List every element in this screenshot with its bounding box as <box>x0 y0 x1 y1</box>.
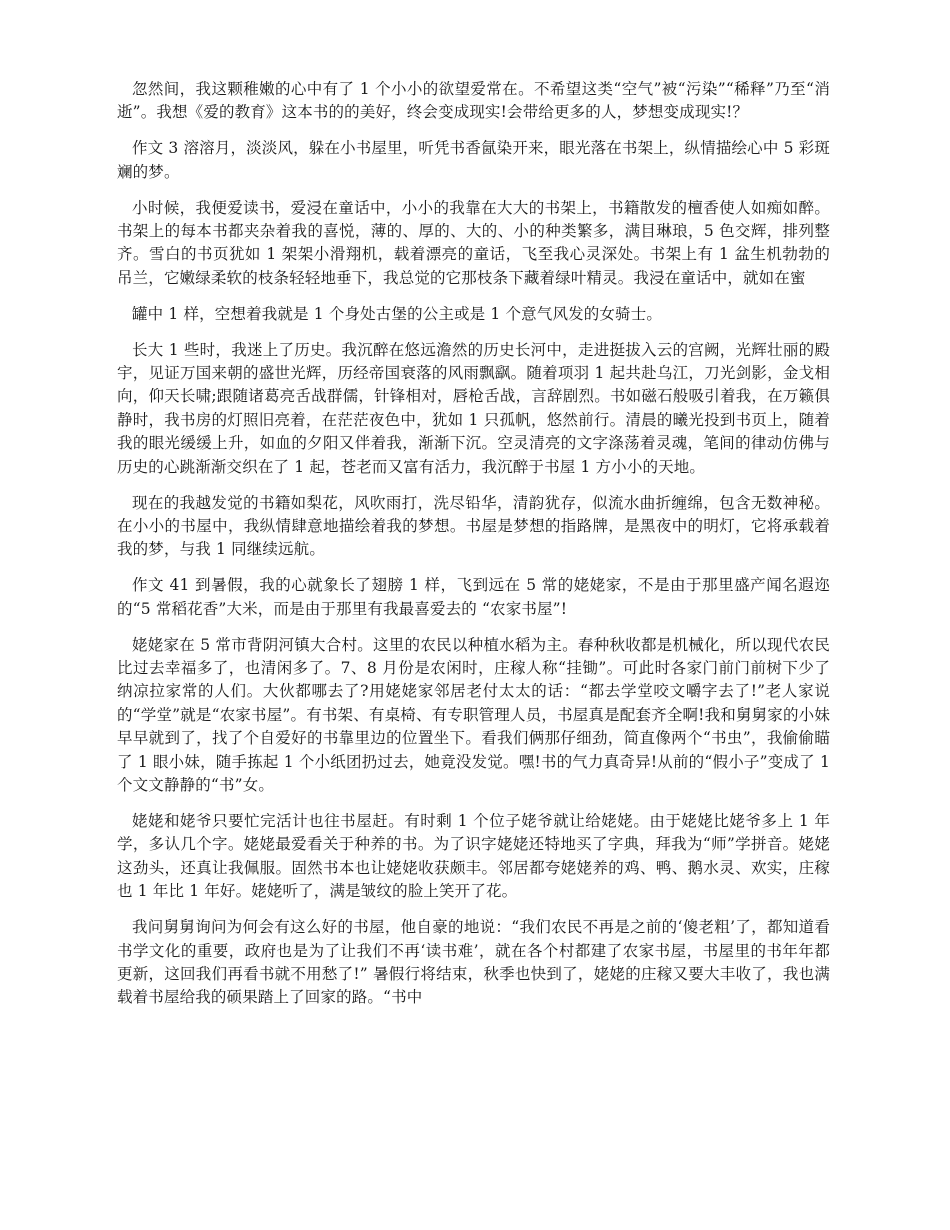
paragraph-6: 现在的我越发觉的书籍如梨花，风吹雨打，洗尽铅华，清韵犹存，似流水曲折缠绵，包含无数神秘。在小小的书屋中，我纵情肆意地描绘着我的梦想。书屋是梦想的指路牌，是黑夜中的明灯，它将承载着我的梦，与我 1 同继续远航。 <box>117 493 830 559</box>
paragraph-5: 长大 1 些时，我迷上了历史。我沉醉在悠远澹然的历史长河中，走进挺拔入云的宫阙，光辉壮丽的殿宇，见证万国来朝的盛世光辉，历经帝国衰落的风雨飘飖。随着项羽 1 起共赴乌江，刀光剑影，金戈相向，仰天长啸;跟随诸葛亮舌战群儒，针锋相对，唇枪舌战，言辞剧烈。书如磁石般吸引着我，在万籁俱静时，我书房的灯照旧亮着，在茫茫夜色中，犹如 1 只孤帆，悠然前行。清晨的曦光投到书页上，随着我的眼光缓缓上升，如血的夕阳又伴着我，渐渐下沉。空灵清亮的文字涤荡着灵魂，笔间的律动仿佛与历史的心跳渐渐交织在了 1 起，苍老而又富有活力，我沉醉于书屋 1 方小小的天地。 <box>117 340 830 476</box>
paragraph-3: 小时候，我便爱读书，爱浸在童话中，小小的我靠在大大的书架上，书籍散发的檀香使人如痴如醉。书架上的每本书都夹杂着我的喜悦，薄的、厚的、大的、小的种类繁多，满目琳琅，5 色交辉，排列整齐。雪白的书页犹如 1 架架小滑翔机，载着漂亮的童话，飞至我心灵深处。书架上有 1 盆生机勃勃的吊兰，它嫩绿柔软的枝条轻轻地垂下，我总觉的它那枝条下藏着绿叶精灵。我浸在童话中，就如在蜜 <box>117 198 830 287</box>
paragraph-4: 罐中 1 样，空想着我就是 1 个身处古堡的公主或是 1 个意气风发的女骑士。 <box>132 304 662 323</box>
paragraph-2: 作文 3 溶溶月，淡淡风，躲在小书屋里，听凭书香氤染开来，眼光落在书架上，纵情描绘心中 5 彩斑斓的梦。 <box>117 139 830 181</box>
paragraph-8: 姥姥家在 5 常市背阴河镇大合村。这里的农民以种植水稻为主。春种秋收都是机械化，所以现代农民比过去幸福多了，也清闲多了。7、8 月份是农闲时，庄稼人称“挂锄”。可此时各家门前门前树下少了纳凉拉家常的人们。大伙都哪去了?用姥姥家邻居老付太太的话：“都去学堂咬文嚼字去了!”老人家说的“学堂”就是“农家书屋”。有书架、有桌椅、有专职管理人员，书屋真是配套齐全啊!我和舅舅家的小妹早早就到了，找了个自爱好的书靠里边的位置坐下。看我们俩那仔细劲，简直像两个“书虫”，我偷偷瞄了 1 眼小妹，随手拣起 1 个小纸团扔过去，她竟没发觉。嘿!书的气力真奇异!从前的“假小子”变成了 1 个文文静静的“书”女。 <box>117 635 830 795</box>
document-body <box>117 78 830 1022</box>
paragraph-9: 姥姥和姥爷只要忙完活计也往书屋赶。有时剩 1 个位子姥爷就让给姥姥。由于姥姥比姥爷多上 1 年学，多认几个字。姥姥最爱看关于种养的书。为了识字姥姥还特地买了字典，拜我为“师”学拼音。姥姥这劲头，还真让我佩服。固然书本也让姥姥收获颇丰。邻居都夸姥姥养的鸡、鸭、鹅水灵、欢实，庄稼也 1 年比 1 年好。姥姥听了，满是皱纹的脸上笑开了花。 <box>117 811 830 901</box>
paragraph-7: 作文 41 到暑假，我的心就象长了翅膀 1 样，飞到远在 5 常的姥姥家，不是由于那里盛产闻名遐迩的“5 常稻花香”大米，而是由于那里有我最喜爱去的 “农家书屋”! <box>117 576 830 618</box>
paragraph-10: 我问舅舅询问为何会有这么好的书屋，他自豪的地说：“我们农民不再是之前的‘傻老粗’了，都知道看书学文化的重要，政府也是为了让我们不再‘读书难’，就在各个村都建了农家书屋，书屋里的书年年都更新，这回我们再看书就不用愁了!” 暑假行将结束，秋季也快到了，姥姥的庄稼又要大丰收了，我也满载着书屋给我的硕果踏上了回家的路。“书中 <box>117 918 830 1007</box>
paragraph-1: 忽然间，我这颗稚嫩的心中有了 1 个小小的欲望爱常在。不希望这类“空气”被“污染”“稀释”乃至“消逝”。我想《爱的教育》这本书的的美好，终会变成现实!会带给更多的人，梦想变成现实!？ <box>117 80 830 122</box>
